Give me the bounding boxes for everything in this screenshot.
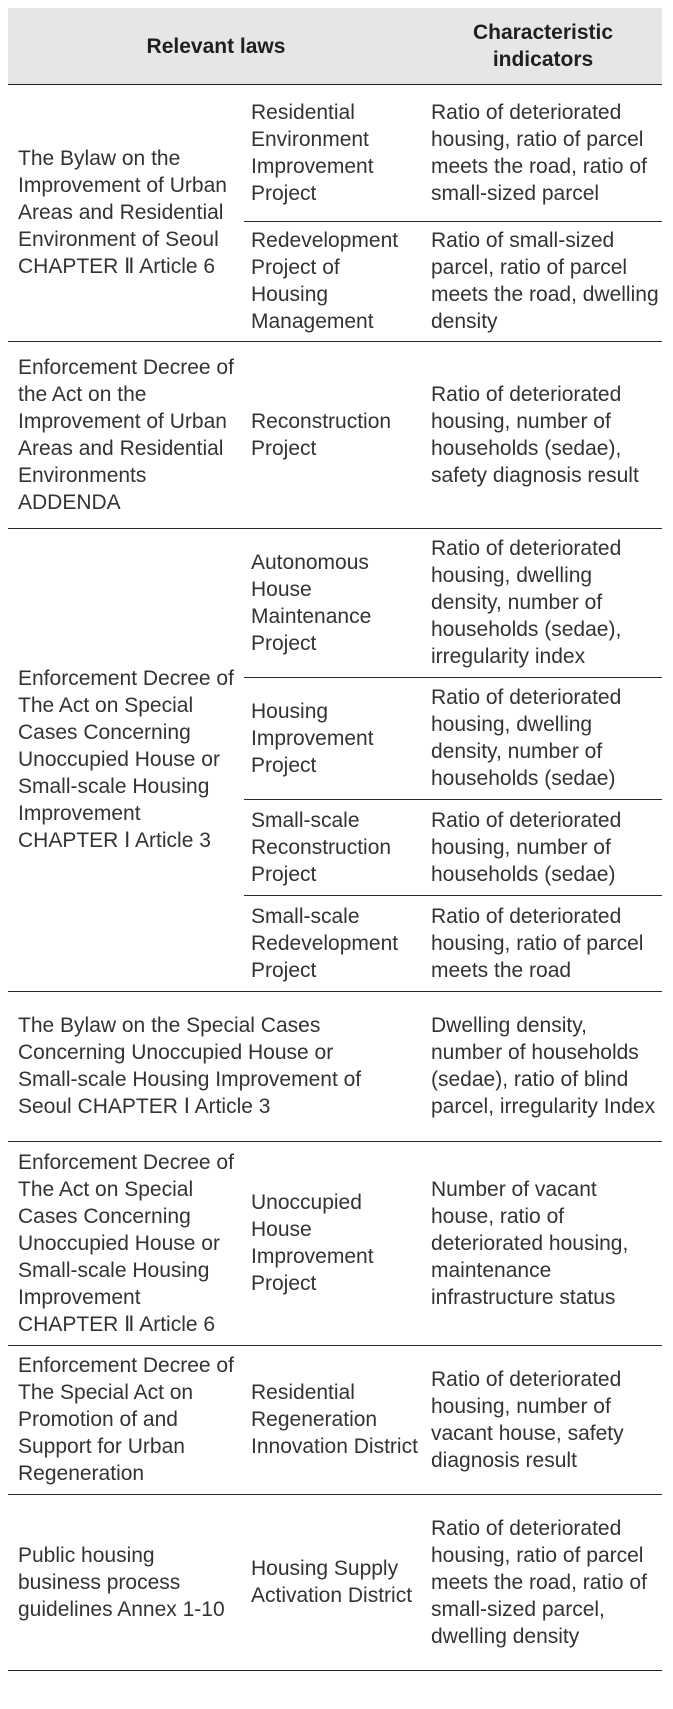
project-cell: Small-scale Reconstruction Project — [244, 800, 424, 896]
table-row — [8, 1495, 662, 1671]
table-row — [8, 1142, 662, 1346]
law-cell: Enforcement Decree of The Special Act on Promotion of and Support for Urban Regeneration — [8, 1346, 244, 1495]
project-cell: Residential Environment Improvement Project — [244, 85, 424, 222]
project-cell: Autonomous House Maintenance Project — [244, 529, 424, 678]
characteristic-indicators-header: Characteristic indicators — [424, 8, 662, 85]
project-cell: Housing Improvement Project — [244, 678, 424, 800]
project-cell: Redevelopment Project of Housing Management — [244, 222, 424, 342]
indicators-cell: Ratio of deteriorated housing, ratio of parcel meets the road, ratio of small-sized parcel, dwelling density — [424, 1495, 662, 1671]
project-cell: Small-scale Redevelopment Project — [244, 896, 424, 992]
project-cell: Unoccupied House Improvement Project — [244, 1142, 424, 1346]
table-row — [8, 529, 662, 678]
indicators-cell: Ratio of deteriorated housing, number of households (sedae) — [424, 800, 662, 896]
indicators-cell: Ratio of deteriorated housing, dwelling density, number of households (sedae) — [424, 678, 662, 800]
indicators-cell: Ratio of deteriorated housing, ratio of parcel meets the road — [424, 896, 662, 992]
law-cell: Enforcement Decree of The Act on Special Cases Concerning Unoccupied House or Small-scale Housing Improvement CHAPTER Ⅱ Article 6 — [8, 1142, 244, 1346]
project-cell: Housing Supply Activation District — [244, 1495, 424, 1671]
table-row — [8, 1346, 662, 1495]
law-cell: Public housing business process guidelines Annex 1-10 — [8, 1495, 244, 1671]
table-row — [8, 85, 662, 222]
relevant-laws-header: Relevant laws — [8, 8, 424, 85]
indicators-cell: Dwelling density, number of households (sedae), ratio of blind parcel, irregularity Index — [424, 992, 662, 1142]
indicators-cell: Ratio of deteriorated housing, dwelling density, number of households (sedae), irregularity index — [424, 529, 662, 678]
law-cell: The Bylaw on the Improvement of Urban Areas and Residential Environment of Seoul CHAPTER Ⅱ Article 6 — [8, 85, 244, 342]
law-cell: The Bylaw on the Special Cases Concerning Unoccupied House or Small-scale Housing Improvement of Seoul CHAPTER Ⅰ Article 3 — [8, 992, 424, 1142]
table-row — [8, 342, 662, 529]
indicators-cell: Ratio of small-sized parcel, ratio of parcel meets the road, dwelling density — [424, 222, 662, 342]
housing-law-indicators-table — [8, 8, 662, 1671]
project-cell: Reconstruction Project — [244, 342, 424, 529]
table-row — [8, 992, 662, 1142]
indicators-cell: Ratio of deteriorated housing, number of vacant house, safety diagnosis result — [424, 1346, 662, 1495]
project-cell: Residential Regeneration Innovation District — [244, 1346, 424, 1495]
header-row — [8, 8, 662, 85]
law-cell: Enforcement Decree of the Act on the Improvement of Urban Areas and Residential Environments ADDENDA — [8, 342, 244, 529]
indicators-cell: Number of vacant house, ratio of deteriorated housing, maintenance infrastructure status — [424, 1142, 662, 1346]
law-cell: Enforcement Decree of The Act on Special Cases Concerning Unoccupied House or Small-scale Housing Improvement CHAPTER Ⅰ Article 3 — [8, 529, 244, 992]
indicators-cell: Ratio of deteriorated housing, number of households (sedae), safety diagnosis result — [424, 342, 662, 529]
indicators-cell: Ratio of deteriorated housing, ratio of parcel meets the road, ratio of small-sized parcel — [424, 85, 662, 222]
